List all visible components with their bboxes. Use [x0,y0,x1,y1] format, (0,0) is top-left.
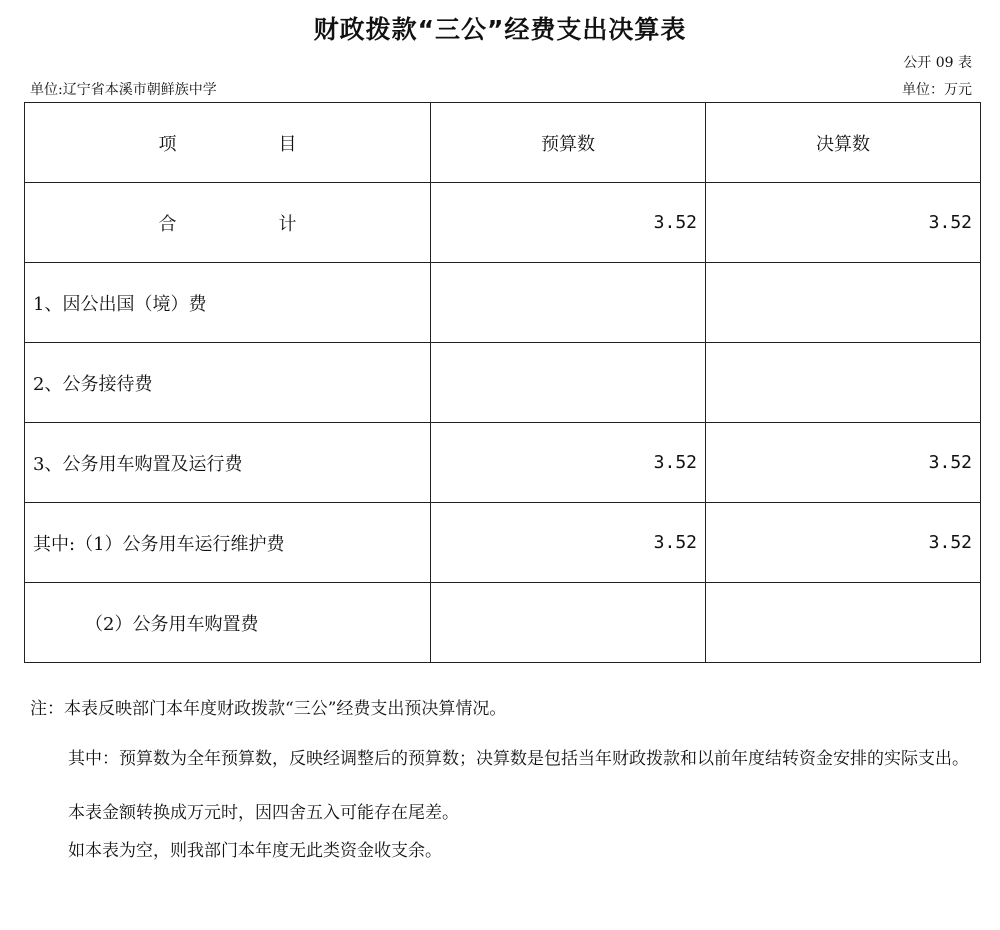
row-actual-value: 3.52 [706,423,981,503]
row-actual-value [706,263,981,343]
row-budget-value: 3.52 [431,423,706,503]
note-paragraph: 注：本表反映部门本年度财政拨款“三公”经费支出预决算情况。 [30,699,507,719]
row-budget-value [431,583,706,663]
note-paragraph: 其中：预算数为全年预算数，反映经调整后的预算数；决算数是包括当年财政拨款和以前年度结转资金安排的实际支出。 [68,749,969,769]
note-paragraph: 如本表为空，则我部门本年度无此类资金收支余。 [68,841,442,861]
table-row-total [25,183,981,263]
row-budget-value [431,263,706,343]
row-actual-value: 3.52 [706,183,981,263]
note-paragraph: 本表金额转换成万元时，因四舍五入可能存在尾差。 [68,803,459,823]
expenditure-table [24,102,981,663]
row-item-label: 3、公务用车购置及运行费 [25,423,431,503]
header-actual: 决算数 [706,103,981,183]
row-actual-value [706,583,981,663]
header-item: 项 目 [25,103,431,183]
form-number: 公开 09 表 [903,55,972,71]
row-budget-value: 3.52 [431,503,706,583]
row-actual-value [706,343,981,423]
table-row [25,503,981,583]
row-item-label: 其中:（1）公务用车运行维护费 [25,503,431,583]
row-budget-value: 3.52 [431,183,706,263]
row-actual-value: 3.52 [706,503,981,583]
table-row [25,343,981,423]
row-budget-value [431,343,706,423]
row-item-label: 合 计 [25,183,431,263]
organization-unit: 单位:辽宁省本溪市朝鲜族中学 [30,82,217,98]
page-title: 财政拨款“三公”经费支出决算表 [313,15,687,44]
row-item-label: （2）公务用车购置费 [25,583,431,663]
notes-section [30,695,975,865]
table-header-row [25,103,981,183]
currency-unit: 单位：万元 [902,82,972,98]
table-row [25,423,981,503]
row-item-label: 1、因公出国（境）费 [25,263,431,343]
table-row [25,583,981,663]
table-row [25,263,981,343]
row-item-label: 2、公务接待费 [25,343,431,423]
header-budget: 预算数 [431,103,706,183]
